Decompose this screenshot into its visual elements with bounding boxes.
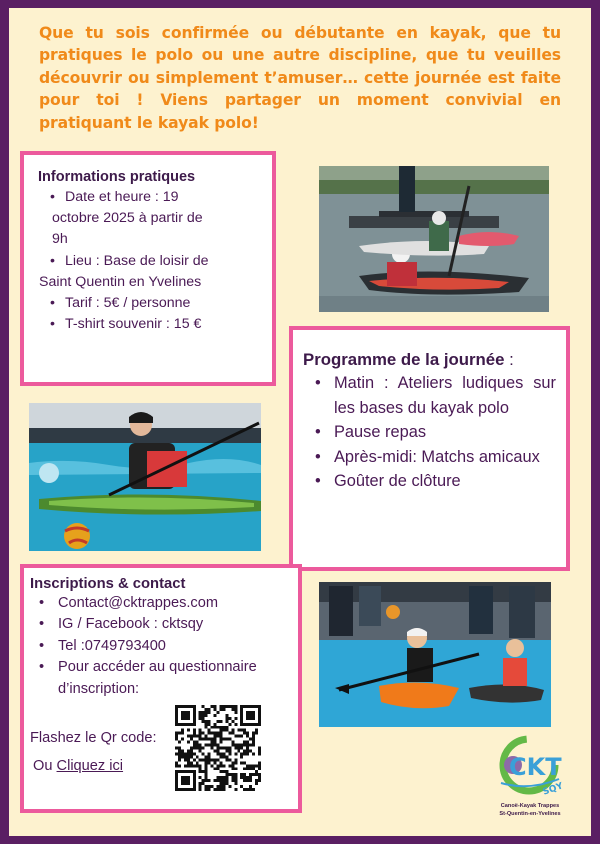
info-item-date: • Date et heure : 19 [38,187,260,208]
club-name-line1: Canoë-Kayak Trappes [500,803,560,809]
programme-title: Programme de la journée : [303,350,514,369]
club-name [483,803,577,818]
info-title: Informations pratiques [38,169,196,185]
programme-item-snack: • Goûter de clôture [303,469,556,494]
photo-lake-kayak-polo [319,166,549,312]
click-here-link[interactable]: Cliquez ici [56,758,124,774]
programme-box [289,326,570,571]
info-item-place: • Lieu : Base de loisir de [38,251,260,272]
info-item-date-cont2: 9h [52,231,68,248]
photo-pool-polo-match [319,582,551,727]
contact-list [30,593,292,700]
programme-item-lunch: • Pause repas [303,420,556,445]
contact-social: • IG / Facebook : cktsqy [30,614,292,635]
info-box [20,151,276,386]
info-item-date-cont: octobre 2025 à partir de [52,210,203,227]
contact-email[interactable]: • Contact@cktrappes.com [30,593,292,614]
intro-text: Que tu sois confirmée ou débutante en kayak, que tu pratiques le polo ou une autre discipline, que tu veuilles découvrir ou simplement t’amuser… cette journée est faite pour toi ! Viens partager un moment convivial en pratiquant le kayak polo! [39,24,561,132]
info-item-tshirt: • T-shirt souvenir : 15 € [38,314,260,335]
logo-text: CKT [509,753,562,781]
info-list [38,187,260,335]
contact-phone: • Tel :0749793400 [30,636,292,657]
info-item-price: • Tarif : 5€ / personne [38,293,260,314]
logo-sub: SQY [541,781,565,798]
photo-pool-kayaker [29,403,261,551]
programme-list [303,371,556,494]
programme-item-afternoon: • Après-midi: Matchs amicaux [303,445,556,470]
programme-item-morning: • Matin : Ateliers ludiques sur les bases du kayak polo [303,371,556,420]
info-item-place-cont: Saint Quentin en Yvelines [39,273,202,290]
qr-code[interactable] [175,705,261,791]
click-here-line: Ou Cliquez ici [33,758,124,774]
contact-title: Inscriptions & contact [30,576,186,592]
contact-box [20,564,302,813]
flyer [9,8,591,836]
club-name-line2: St-Quentin-en-Yvelines [499,810,561,817]
ckt-logo [483,731,575,841]
contact-form-info: • Pour accéder au questionnaire d’inscription: [30,657,292,700]
qr-instruction: Flashez le Qr code: [30,730,157,746]
